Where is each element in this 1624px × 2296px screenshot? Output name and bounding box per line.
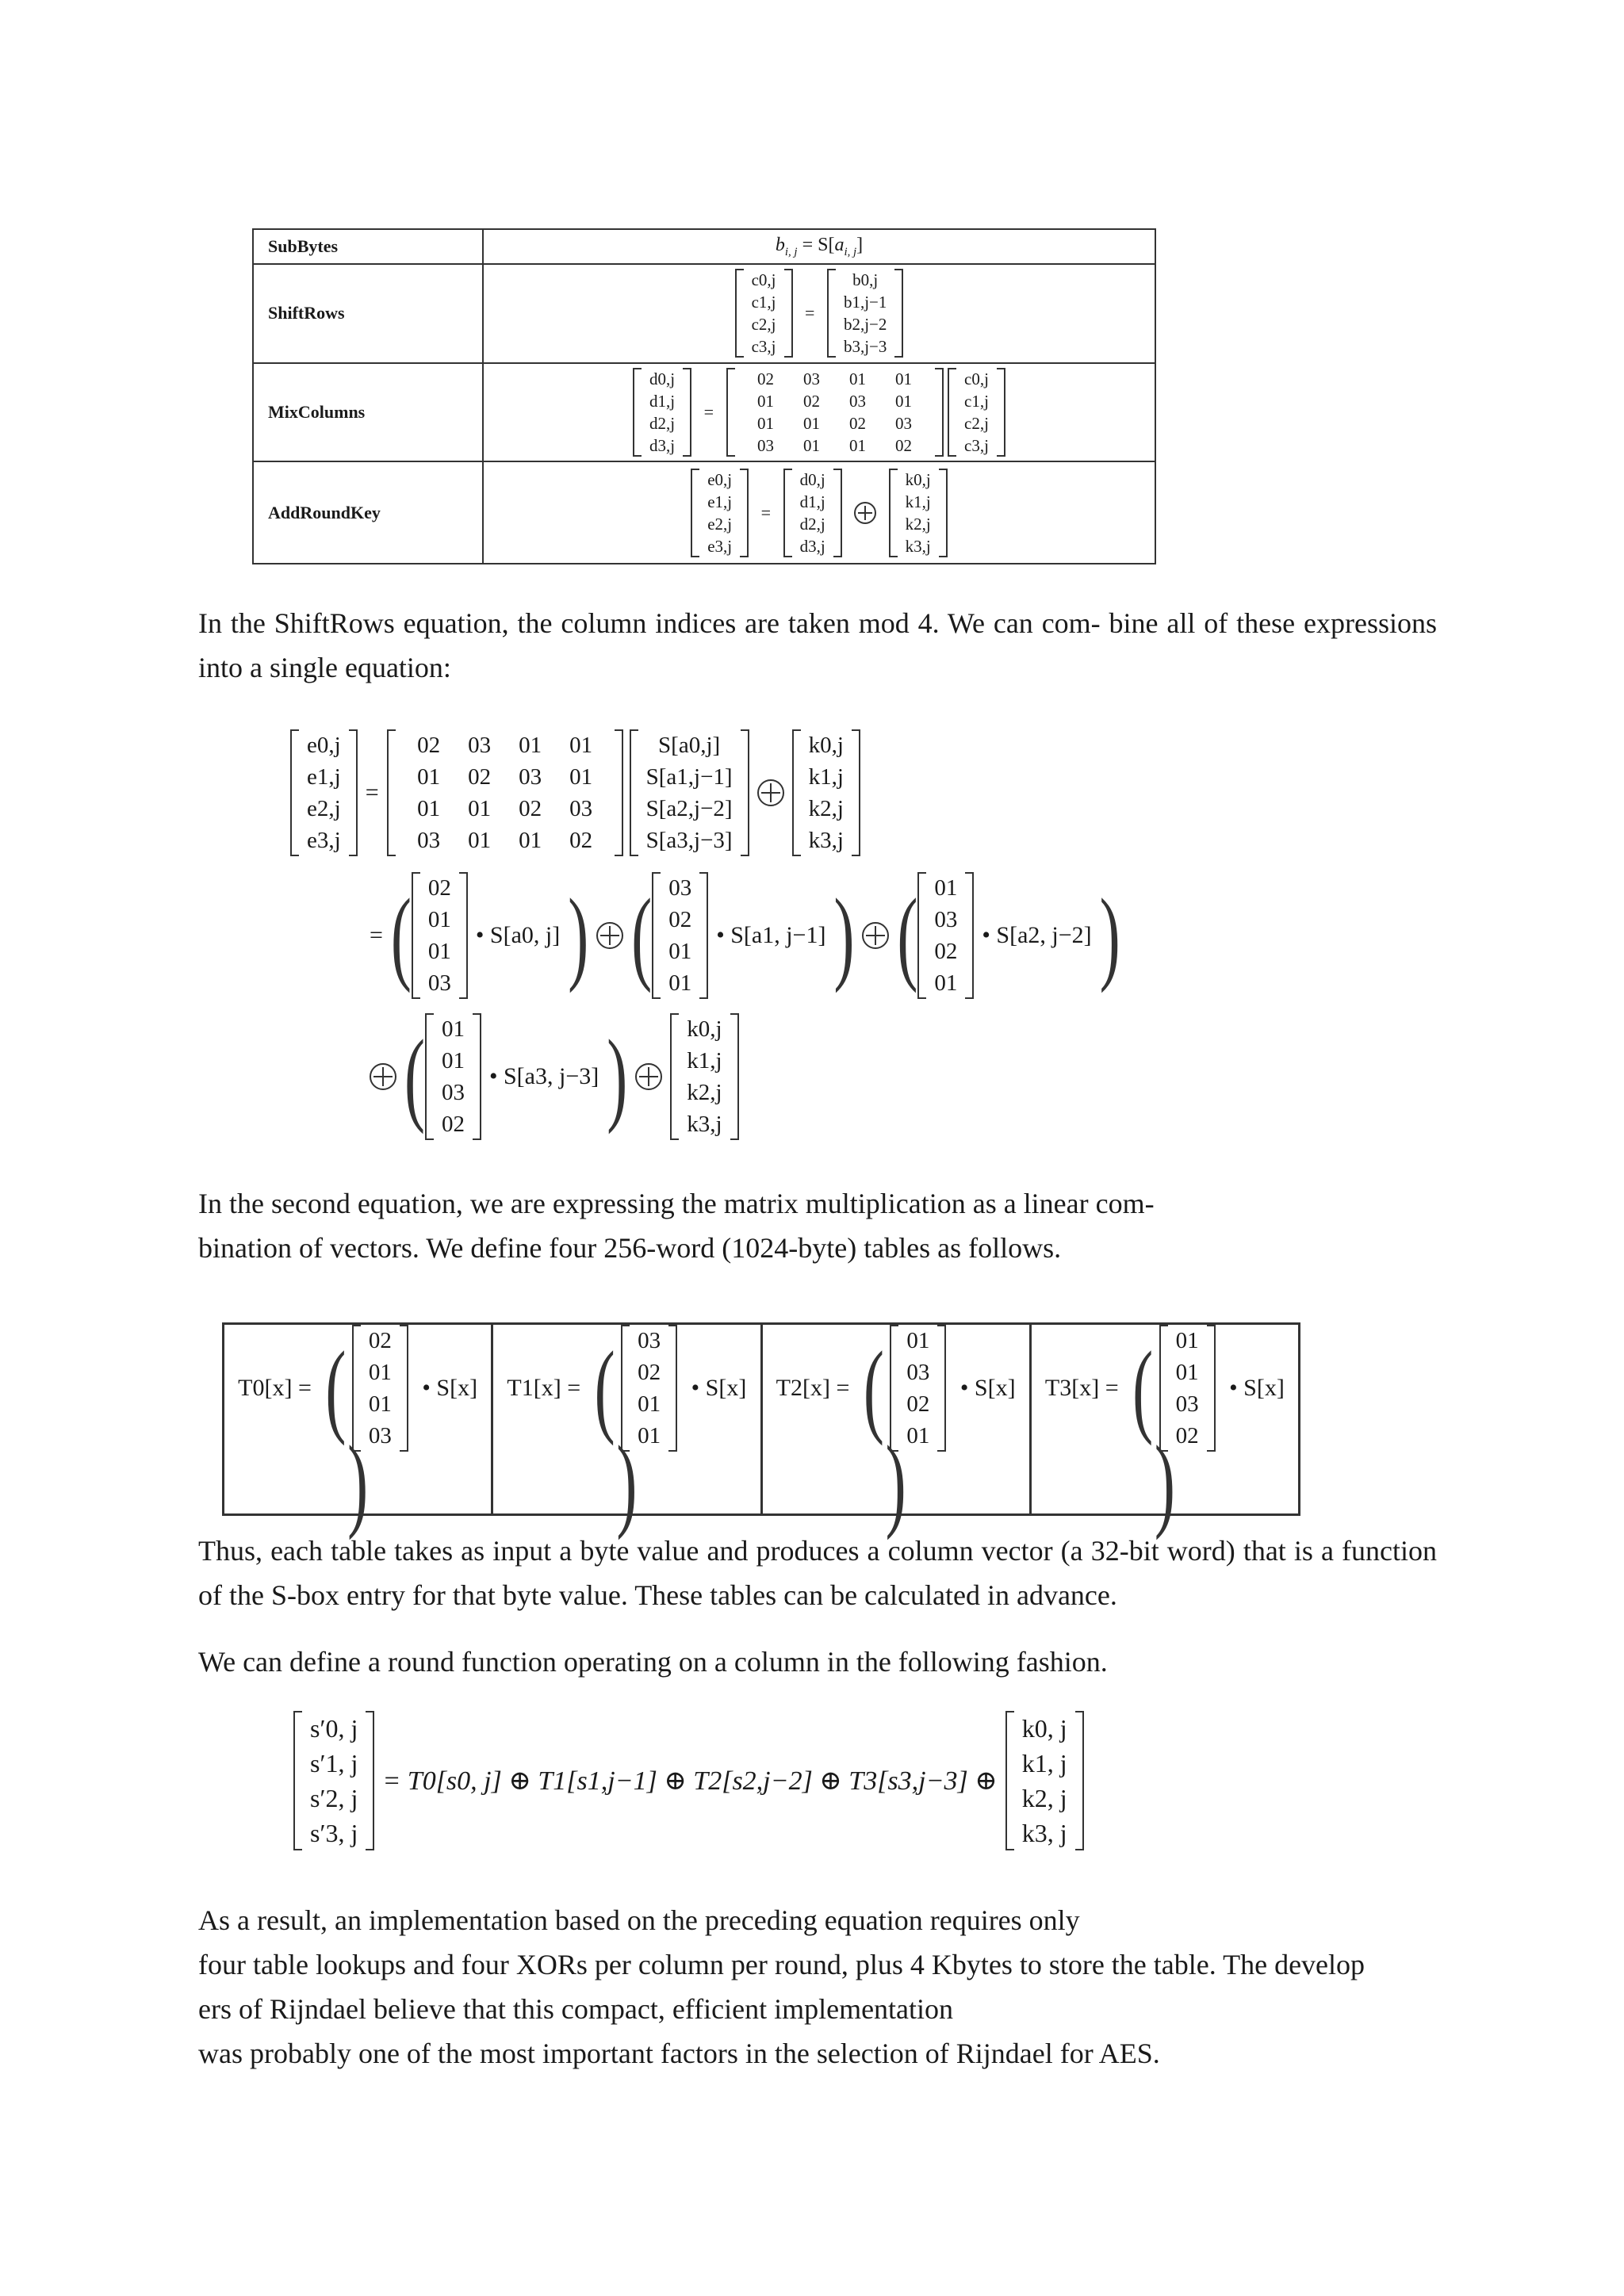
cell: d0,j — [799, 469, 825, 489]
cell: k3,j — [808, 828, 844, 853]
matrix-e-col — [290, 729, 358, 856]
matrix-e — [691, 469, 749, 557]
cell: c3,j — [751, 337, 776, 357]
cell: d3,j — [799, 536, 825, 556]
cell: 02 — [934, 939, 958, 964]
cell: 01 — [417, 764, 441, 790]
cell: d1,j — [799, 492, 825, 511]
matrix-k-round — [1005, 1711, 1084, 1850]
paragraph-table-description: Thus, each table takes as input a byte value and produces a column vector (a 32-bit word) that is a function of the S-box entry for that byte value. These tables can be calculated in advance. — [198, 1535, 1437, 1611]
t1-label: T1[x] = — [507, 1375, 581, 1401]
cell: b3,j−3 — [843, 337, 887, 357]
sbox-term-1: • S[a1, j−1] — [716, 922, 826, 948]
cell: S[a1,j−1] — [645, 764, 733, 790]
cell: d3,j — [649, 436, 676, 456]
cell: d1,j — [649, 392, 676, 411]
cell: 01 — [895, 392, 913, 411]
cell: 02 — [803, 392, 821, 411]
sbox-term-3: • S[a3, j−3] — [488, 1063, 599, 1089]
cell: 01 — [441, 1048, 465, 1073]
row-subbytes — [253, 229, 1155, 264]
cell: s′2, j — [310, 1784, 358, 1812]
cell: 01 — [638, 1423, 661, 1448]
cell: 01 — [803, 414, 821, 434]
cell: 02 — [849, 414, 867, 434]
matrix-k-col — [792, 729, 860, 856]
paragraph-linear-combination — [198, 1181, 1437, 1270]
cell: b2,j−2 — [843, 315, 887, 335]
shiftrows-equation: c0,j c1,j c2,j c3,j = b0,j b1,j−1 b2,j−2 b3,j−3 — [483, 264, 1155, 363]
cell: S[a3,j−3] — [645, 828, 733, 853]
cell: k1, j — [1021, 1749, 1067, 1777]
cell: k3,j — [905, 536, 931, 556]
cell: 02 — [638, 1360, 661, 1385]
cell: 02 — [441, 1112, 465, 1137]
cell: k1,j — [905, 492, 931, 511]
cell: c1,j — [964, 392, 989, 411]
cell: k2,j — [905, 514, 931, 534]
cell: 03 — [906, 1360, 930, 1385]
xor-icon — [862, 922, 889, 949]
cell: 01 — [906, 1423, 930, 1448]
xor-icon — [596, 922, 623, 949]
cell: 01 — [668, 939, 692, 964]
cell: 02 — [757, 369, 775, 389]
cell: k0,j — [905, 469, 931, 489]
cell: s′0, j — [310, 1714, 358, 1743]
cell: 01 — [668, 970, 692, 996]
cell: c0,j — [964, 369, 989, 389]
cell: 01 — [569, 733, 593, 758]
cell: k2,j — [808, 796, 844, 821]
mixcolumns-label: MixColumns — [253, 363, 483, 462]
cell: 03 — [638, 1328, 661, 1353]
cell: 01 — [441, 1016, 465, 1042]
t0-cell: T0[x] = ( 02 01 01 03 • S[x] ) — [224, 1324, 492, 1515]
paragraph-round-function: We can define a round function operating on a column in the following fashion. — [198, 1646, 1108, 1678]
t1-sbox: • S[x] — [691, 1375, 747, 1401]
cell: k0,j — [687, 1016, 722, 1042]
matrix-k — [889, 469, 948, 557]
cell: 01 — [849, 436, 867, 456]
cell: 03 — [934, 907, 958, 932]
cell: 01 — [757, 414, 775, 434]
cell: 03 — [569, 796, 593, 821]
cell: c0,j — [751, 270, 776, 290]
sbox-term-0: • S[a0, j] — [475, 922, 561, 948]
cell: 03 — [519, 764, 542, 790]
matrix-b — [827, 269, 903, 358]
combined-eq-row2: = ( 02 01 01 03 • S[a0, j] ) ( 03 02 01 01 • S[a1, j−1] ) ( 01 03 02 01 • S[a2, j−2] ) — [362, 872, 1120, 999]
t3-cell: T3[x] = ( 01 01 03 02 • S[x] ) — [1030, 1324, 1299, 1515]
col-vector-3 — [425, 1013, 481, 1140]
sbox-term-2: • S[a2, j−2] — [982, 922, 1092, 948]
cell: e0,j — [307, 733, 341, 758]
t3-label: T3[x] = — [1044, 1375, 1119, 1401]
cell: k1,j — [687, 1048, 722, 1073]
para2-line1: In the second equation, we are expressing the matrix multiplication as a linear com- — [198, 1188, 1155, 1219]
col-vector-0 — [412, 872, 468, 999]
cell: 01 — [368, 1391, 392, 1417]
cell: 02 — [417, 733, 441, 758]
row-shiftrows — [253, 264, 1155, 363]
t2-label: T2[x] = — [776, 1375, 850, 1401]
t2-sbox: • S[x] — [959, 1375, 1016, 1401]
combined-eq-row3: ( 01 01 03 02 • S[a3, j−3] ) k0,j k1,j k2,j k3,j — [362, 1013, 739, 1140]
cell: 03 — [849, 392, 867, 411]
cell: 01 — [417, 796, 441, 821]
shiftrows-label: ShiftRows — [253, 264, 483, 363]
cell: 01 — [934, 875, 958, 901]
cell: e1,j — [707, 492, 733, 511]
cell: 02 — [368, 1328, 392, 1353]
xor-icon — [854, 502, 876, 524]
matrix-s-prime — [293, 1711, 374, 1850]
combined-eq-row1: e0,j e1,j e2,j e3,j = 02 03 01 01 01 02 03 01 01 01 02 03 03 01 01 02 S[a0,j] S[a1,j−1] S[a2,j−2] S[a3,j−3] k0,j k1,j k2,j k3,j — [290, 729, 860, 856]
para5-line1: As a result, an implementation based on the preceding equation requires only — [198, 1904, 1080, 1936]
xor-icon — [635, 1063, 662, 1090]
cell: e3,j — [307, 828, 341, 853]
xor-icon — [370, 1063, 396, 1090]
cell: 02 — [668, 907, 692, 932]
cell: 03 — [468, 733, 492, 758]
cell: 03 — [895, 414, 913, 434]
cell: e3,j — [707, 536, 733, 556]
aes-step-table — [252, 228, 1156, 564]
cell: k0, j — [1021, 1714, 1067, 1743]
cell: 03 — [368, 1423, 392, 1448]
cell: 02 — [468, 764, 492, 790]
cell: k2, j — [1021, 1784, 1067, 1812]
cell: b1,j−1 — [843, 293, 887, 312]
cell: 02 — [569, 828, 593, 853]
t1-cell: T1[x] = ( 03 02 01 01 • S[x] ) — [492, 1324, 761, 1515]
cell: c2,j — [964, 414, 989, 434]
cell: k2,j — [687, 1080, 722, 1105]
cell: k3,j — [687, 1112, 722, 1137]
cell: 03 — [668, 875, 692, 901]
round-rhs: = T0[s0, j] ⊕ T1[s1,j−1] ⊕ T2[s2,j−2] ⊕ T3[s3,j−3] ⊕ — [382, 1766, 998, 1796]
cell: 03 — [1175, 1391, 1199, 1417]
cell: 01 — [638, 1391, 661, 1417]
paragraph-shiftrows-note: In the ShiftRows equation, the column indices are taken mod 4. We can com- bine all of these expressions into a single equation: — [198, 607, 1437, 683]
addroundkey-label: AddRoundKey — [253, 461, 483, 564]
mix-matrix-combined — [387, 729, 623, 856]
matrix-c — [735, 269, 793, 358]
cell: 01 — [468, 828, 492, 853]
cell: S[a2,j−2] — [645, 796, 733, 821]
row-addroundkey — [253, 461, 1155, 564]
cell: 02 — [1175, 1423, 1199, 1448]
matrix-k-col-2 — [670, 1013, 738, 1140]
xor-icon — [757, 779, 784, 806]
cell: 03 — [427, 970, 451, 996]
t0-sbox: • S[x] — [422, 1375, 478, 1401]
round-function-equation — [293, 1711, 1084, 1850]
cell: c3,j — [964, 436, 989, 456]
addroundkey-equation: e0,j e1,j e2,j e3,j = d0,j d1,j d2,j d3,j k0,j k1,j k2,j k3,j — [483, 461, 1155, 564]
matrix-sbox-col — [630, 729, 749, 856]
cell: k0,j — [808, 733, 844, 758]
subbytes-label: SubBytes — [253, 229, 483, 264]
cell: 01 — [934, 970, 958, 996]
cell: k3, j — [1021, 1819, 1067, 1847]
cell: s′3, j — [310, 1819, 358, 1847]
t-tables — [222, 1322, 1300, 1541]
cell: e0,j — [707, 469, 733, 489]
matrix-c-col — [948, 368, 1005, 457]
cell: 01 — [427, 939, 451, 964]
cell: 03 — [417, 828, 441, 853]
cell: 03 — [757, 436, 775, 456]
cell: 01 — [519, 733, 542, 758]
t2-cell: T2[x] = ( 01 03 02 01 • S[x] ) — [761, 1324, 1030, 1515]
cell: 01 — [427, 907, 451, 932]
cell: e2,j — [707, 514, 733, 534]
cell: 01 — [849, 369, 867, 389]
cell: c1,j — [751, 293, 776, 312]
cell: 01 — [368, 1360, 392, 1385]
row-mixcolumns — [253, 363, 1155, 462]
mixcolumns-equation: d0,j d1,j d2,j d3,j = 02 03 01 01 01 02 03 01 01 01 02 03 03 01 01 02 c0,j c1,j c2,j c3,j — [483, 363, 1155, 462]
col-vector-1 — [652, 872, 708, 999]
cell: 01 — [519, 828, 542, 853]
cell: 01 — [1175, 1328, 1199, 1353]
cell: 01 — [757, 392, 775, 411]
cell: 02 — [906, 1391, 930, 1417]
cell: 01 — [895, 369, 913, 389]
cell: 01 — [906, 1328, 930, 1353]
cell: d2,j — [799, 514, 825, 534]
para5-line2: four table lookups and four XORs per column per round, plus 4 Kbytes to store the table. The develop — [198, 1949, 1365, 1980]
cell: 03 — [803, 369, 821, 389]
cell: 02 — [895, 436, 913, 456]
cell: 01 — [569, 764, 593, 790]
cell: 01 — [468, 796, 492, 821]
para5-line4: was probably one of the most important factors in the selection of Rijndael for AES. — [198, 2038, 1160, 2069]
paragraph-conclusion — [198, 1898, 1437, 2076]
subbytes-equation: $b_{i, j} = S[a_{i, j}]$ — [483, 229, 1155, 264]
t3-sbox: • S[x] — [1229, 1375, 1285, 1401]
para2-line2: bination of vectors. We define four 256-word (1024-byte) tables as follows. — [198, 1232, 1062, 1264]
cell: d0,j — [649, 369, 676, 389]
cell: S[a0,j] — [658, 733, 721, 758]
cell: c2,j — [751, 315, 776, 335]
t0-label: T0[x] = — [238, 1375, 312, 1401]
cell: e1,j — [307, 764, 341, 790]
cell: 02 — [519, 796, 542, 821]
para5-line3: ers of Rijndael believe that this compact, efficient implementation — [198, 1993, 954, 2025]
cell: 02 — [427, 875, 451, 901]
cell: d2,j — [649, 414, 676, 434]
cell: b0,j — [852, 270, 879, 290]
matrix-d — [633, 368, 691, 457]
col-vector-2 — [917, 872, 974, 999]
matrix-d-ark — [783, 469, 842, 557]
cell: 03 — [441, 1080, 465, 1105]
cell: e2,j — [307, 796, 341, 821]
cell: 01 — [803, 436, 821, 456]
cell: s′1, j — [310, 1749, 358, 1777]
cell: k1,j — [808, 764, 844, 790]
mix-matrix — [726, 368, 944, 457]
cell: 01 — [1175, 1360, 1199, 1385]
